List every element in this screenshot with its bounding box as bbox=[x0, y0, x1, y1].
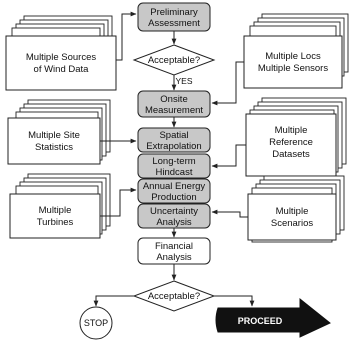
input-stack-reference-datasets bbox=[246, 98, 346, 176]
decision-acceptable-1 bbox=[134, 45, 214, 75]
uncertainty-line1: Uncertainty bbox=[149, 206, 199, 217]
spatial-line2: Extrapolation bbox=[146, 141, 202, 152]
connector-reference-to-longterm bbox=[212, 145, 246, 166]
connector-decision-to-proceed bbox=[214, 296, 252, 306]
node-uncertainty-analysis bbox=[138, 204, 210, 228]
input-turbines-line2: Turbines bbox=[36, 217, 74, 228]
node-annual-energy-production bbox=[138, 179, 210, 203]
annual-line2: Production bbox=[151, 192, 197, 203]
node-spatial-extrapolation bbox=[138, 128, 210, 152]
input-stack-scenarios bbox=[248, 176, 344, 242]
node-longterm-hindcast bbox=[138, 154, 210, 178]
uncertainty-line2: Analysis bbox=[156, 217, 192, 228]
decision-acceptable-2 bbox=[134, 281, 214, 311]
stop-label: STOP bbox=[83, 318, 109, 328]
financial-line1: Financial bbox=[154, 241, 194, 252]
input-wind-data-line2: of Wind Data bbox=[33, 64, 89, 75]
input-stack-site-statistics bbox=[8, 100, 110, 164]
input-stack-locs-sensors bbox=[244, 14, 348, 88]
node-proceed bbox=[216, 299, 330, 337]
decision2-label: Acceptable? bbox=[147, 291, 201, 302]
proceed-label: PROCEED bbox=[237, 316, 283, 326]
input-stack-wind-data bbox=[6, 16, 116, 90]
node-financial-analysis bbox=[138, 238, 210, 264]
connector-wind-to-preliminary bbox=[116, 14, 136, 60]
financial-line2: Analysis bbox=[156, 252, 192, 263]
input-scenarios-line2: Scenarios bbox=[270, 218, 314, 229]
longterm-line2: Hindcast bbox=[155, 167, 193, 178]
input-locs-sensors-line1: Multiple Locs bbox=[265, 51, 321, 62]
connector-decision-to-stop bbox=[96, 296, 134, 306]
onsite-line1: Onsite bbox=[160, 94, 188, 105]
annual-line1: Annual Energy bbox=[142, 181, 206, 192]
input-stack-turbines bbox=[10, 174, 110, 238]
input-locs-sensors-line2: Multiple Sensors bbox=[257, 63, 329, 74]
preliminary-line1: Preliminary bbox=[150, 7, 198, 18]
longterm-line1: Long-term bbox=[152, 156, 196, 167]
preliminary-line2: Assessment bbox=[148, 18, 200, 29]
input-site-statistics-line1: Multiple Site bbox=[28, 130, 80, 141]
input-reference-line3: Datasets bbox=[272, 149, 310, 160]
input-wind-data-line1: Multiple Sources bbox=[25, 52, 97, 63]
input-reference-line1: Multiple bbox=[274, 125, 308, 136]
input-turbines-line1: Multiple bbox=[38, 205, 72, 216]
node-preliminary-assessment bbox=[138, 3, 210, 31]
decision1-label: Acceptable? bbox=[147, 55, 201, 66]
connector-scenarios-to-uncertainty bbox=[212, 212, 248, 217]
input-scenarios-line1: Multiple bbox=[275, 206, 309, 217]
yes-label: YES bbox=[175, 76, 193, 86]
connector-locs-to-onsite bbox=[212, 62, 244, 103]
input-site-statistics-line2: Statistics bbox=[34, 142, 74, 153]
input-reference-line2: Reference bbox=[269, 137, 313, 148]
onsite-line2: Measurement bbox=[144, 105, 204, 116]
spatial-line1: Spatial bbox=[159, 130, 189, 141]
node-onsite-measurement bbox=[138, 91, 210, 117]
node-stop bbox=[80, 307, 112, 339]
